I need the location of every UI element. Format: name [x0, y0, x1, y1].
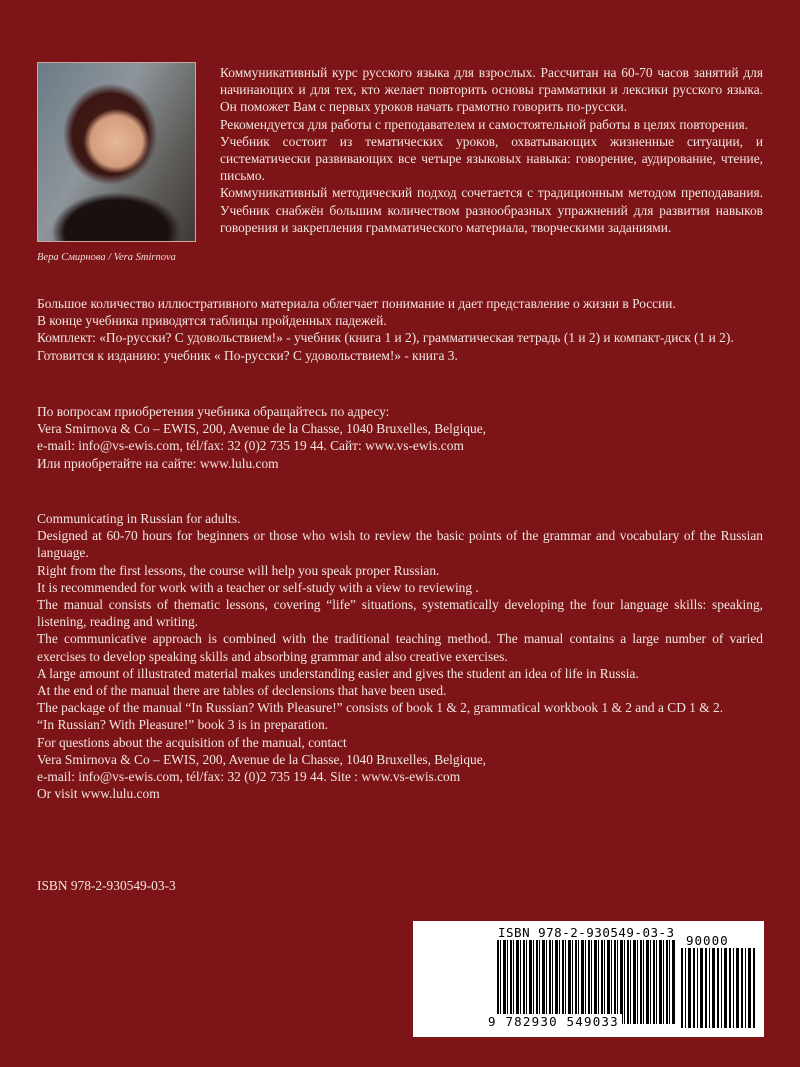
barcode-isbn-label: ISBN 978-2-930549-03-3	[498, 925, 675, 940]
barcode-bars	[497, 940, 675, 1024]
en-paragraph: “In Russian? With Pleasure!” book 3 is in preparation.	[37, 717, 329, 733]
barcode-addon-number: 90000	[686, 933, 729, 948]
isbn-text: ISBN 978-2-930549-03-3	[37, 878, 176, 893]
ru-paragraph: В конце учебника приводятся таблицы пройденных падежей.	[37, 313, 387, 329]
en-paragraph: The manual consists of thematic lessons, covering “life” situations, systematically developing the four language skills: speaking, listening, reading and writing.	[37, 597, 763, 630]
ru-paragraph: Готовится к изданию: учебник « По-русски? С удовольствием!» - книга 3.	[37, 347, 458, 363]
en-paragraph: Vera Smirnova & Co – EWIS, 200, Avenue de la Chasse, 1040 Bruxelles, Belgique,	[37, 751, 487, 767]
en-paragraph: It is recommended for work with a teacher or self-study with a view to reviewing .	[37, 579, 479, 595]
en-paragraph: Or visit www.lulu.com	[37, 786, 160, 802]
en-paragraph: For questions about the acquisition of the manual, contact	[37, 734, 347, 750]
barcode-addon-bars	[681, 948, 755, 1028]
en-paragraph: e-mail: info@vs-ewis.com, tél/fax: 32 (0)2 735 19 44. Site : www.vs-ewis.com	[37, 769, 461, 785]
en-paragraph: The communicative approach is combined with the traditional teaching method. The manual contains a large number of varied exercises to develop speaking skills and absorbing grammar and also creative exercises.	[37, 631, 763, 664]
en-paragraph: Designed at 60-70 hours for beginners or those who wish to review the basic points of the grammar and vocabulary of the Russian language.	[37, 528, 763, 561]
russian-body-text	[37, 295, 763, 364]
photo-caption: Вера Смирнова / Vera Smirnova	[37, 252, 176, 263]
en-paragraph: Right from the first lessons, the course will help you speak proper Russian.	[37, 562, 440, 578]
ru-paragraph: Коммуникативный методический подход сочетается с традиционным методом преподавания. Учебник снабжён большим количеством разнообразных упражнений для развития навыков говорения и закрепления грамматического материала, творческими заданиями.	[220, 185, 763, 235]
ru-paragraph: Учебник состоит из тематических уроков, охватывающих жизненные ситуации, и систематически развивающих все четыре языковых навыка: говорение, аудирование, чтение, письмо.	[220, 133, 763, 184]
en-paragraph: The package of the manual “In Russian? With Pleasure!” consists of book 1 & 2, grammatical workbook 1 & 2 and a CD 1 & 2.	[37, 700, 724, 716]
english-text	[37, 510, 763, 802]
en-paragraph: A large amount of illustrated material makes understanding easier and gives the student an idea of life in Russia.	[37, 665, 639, 681]
en-paragraph: At the end of the manual there are tables of declensions that have been used.	[37, 683, 447, 699]
barcode-number: 9 782930 549033	[485, 1014, 622, 1029]
contact-line: e-mail: info@vs-ewis.com, tél/fax: 32 (0)2 735 19 44. Сайт: www.vs-ewis.com	[37, 438, 464, 454]
russian-intro-text	[220, 64, 763, 236]
barcode	[413, 921, 764, 1037]
ru-paragraph: Коммуникативный курс русского языка для взрослых. Рассчитан на 60-70 часов занятий для начинающих и для тех, кто желает повторить основы грамматики и лексики русского языка. Он поможет Вам с первых уроков начать грамотно говорить по-русски.	[220, 65, 763, 115]
ru-paragraph: Комплект: «По-русски? С удовольствием!» - учебник (книга 1 и 2), грамматическая тетрадь (1 и 2) и компакт-диск (1 и 2).	[37, 330, 734, 346]
contact-line: Или приобретайте на сайте: www.lulu.com	[37, 455, 279, 471]
ru-paragraph: Большое количество иллюстративного материала облегчает понимание и дает представление о жизни в России.	[37, 296, 676, 311]
en-paragraph: Communicating in Russian for adults.	[37, 511, 241, 526]
author-photo	[37, 62, 196, 242]
russian-contact	[37, 403, 763, 472]
contact-line: По вопросам приобретения учебника обращайтесь по адресу:	[37, 404, 390, 419]
ru-paragraph: Рекомендуется для работы с преподавателем и самостоятельной работы в целях повторения.	[220, 116, 749, 132]
contact-line: Vera Smirnova & Co – EWIS, 200, Avenue de la Chasse, 1040 Bruxelles, Belgique,	[37, 421, 487, 437]
